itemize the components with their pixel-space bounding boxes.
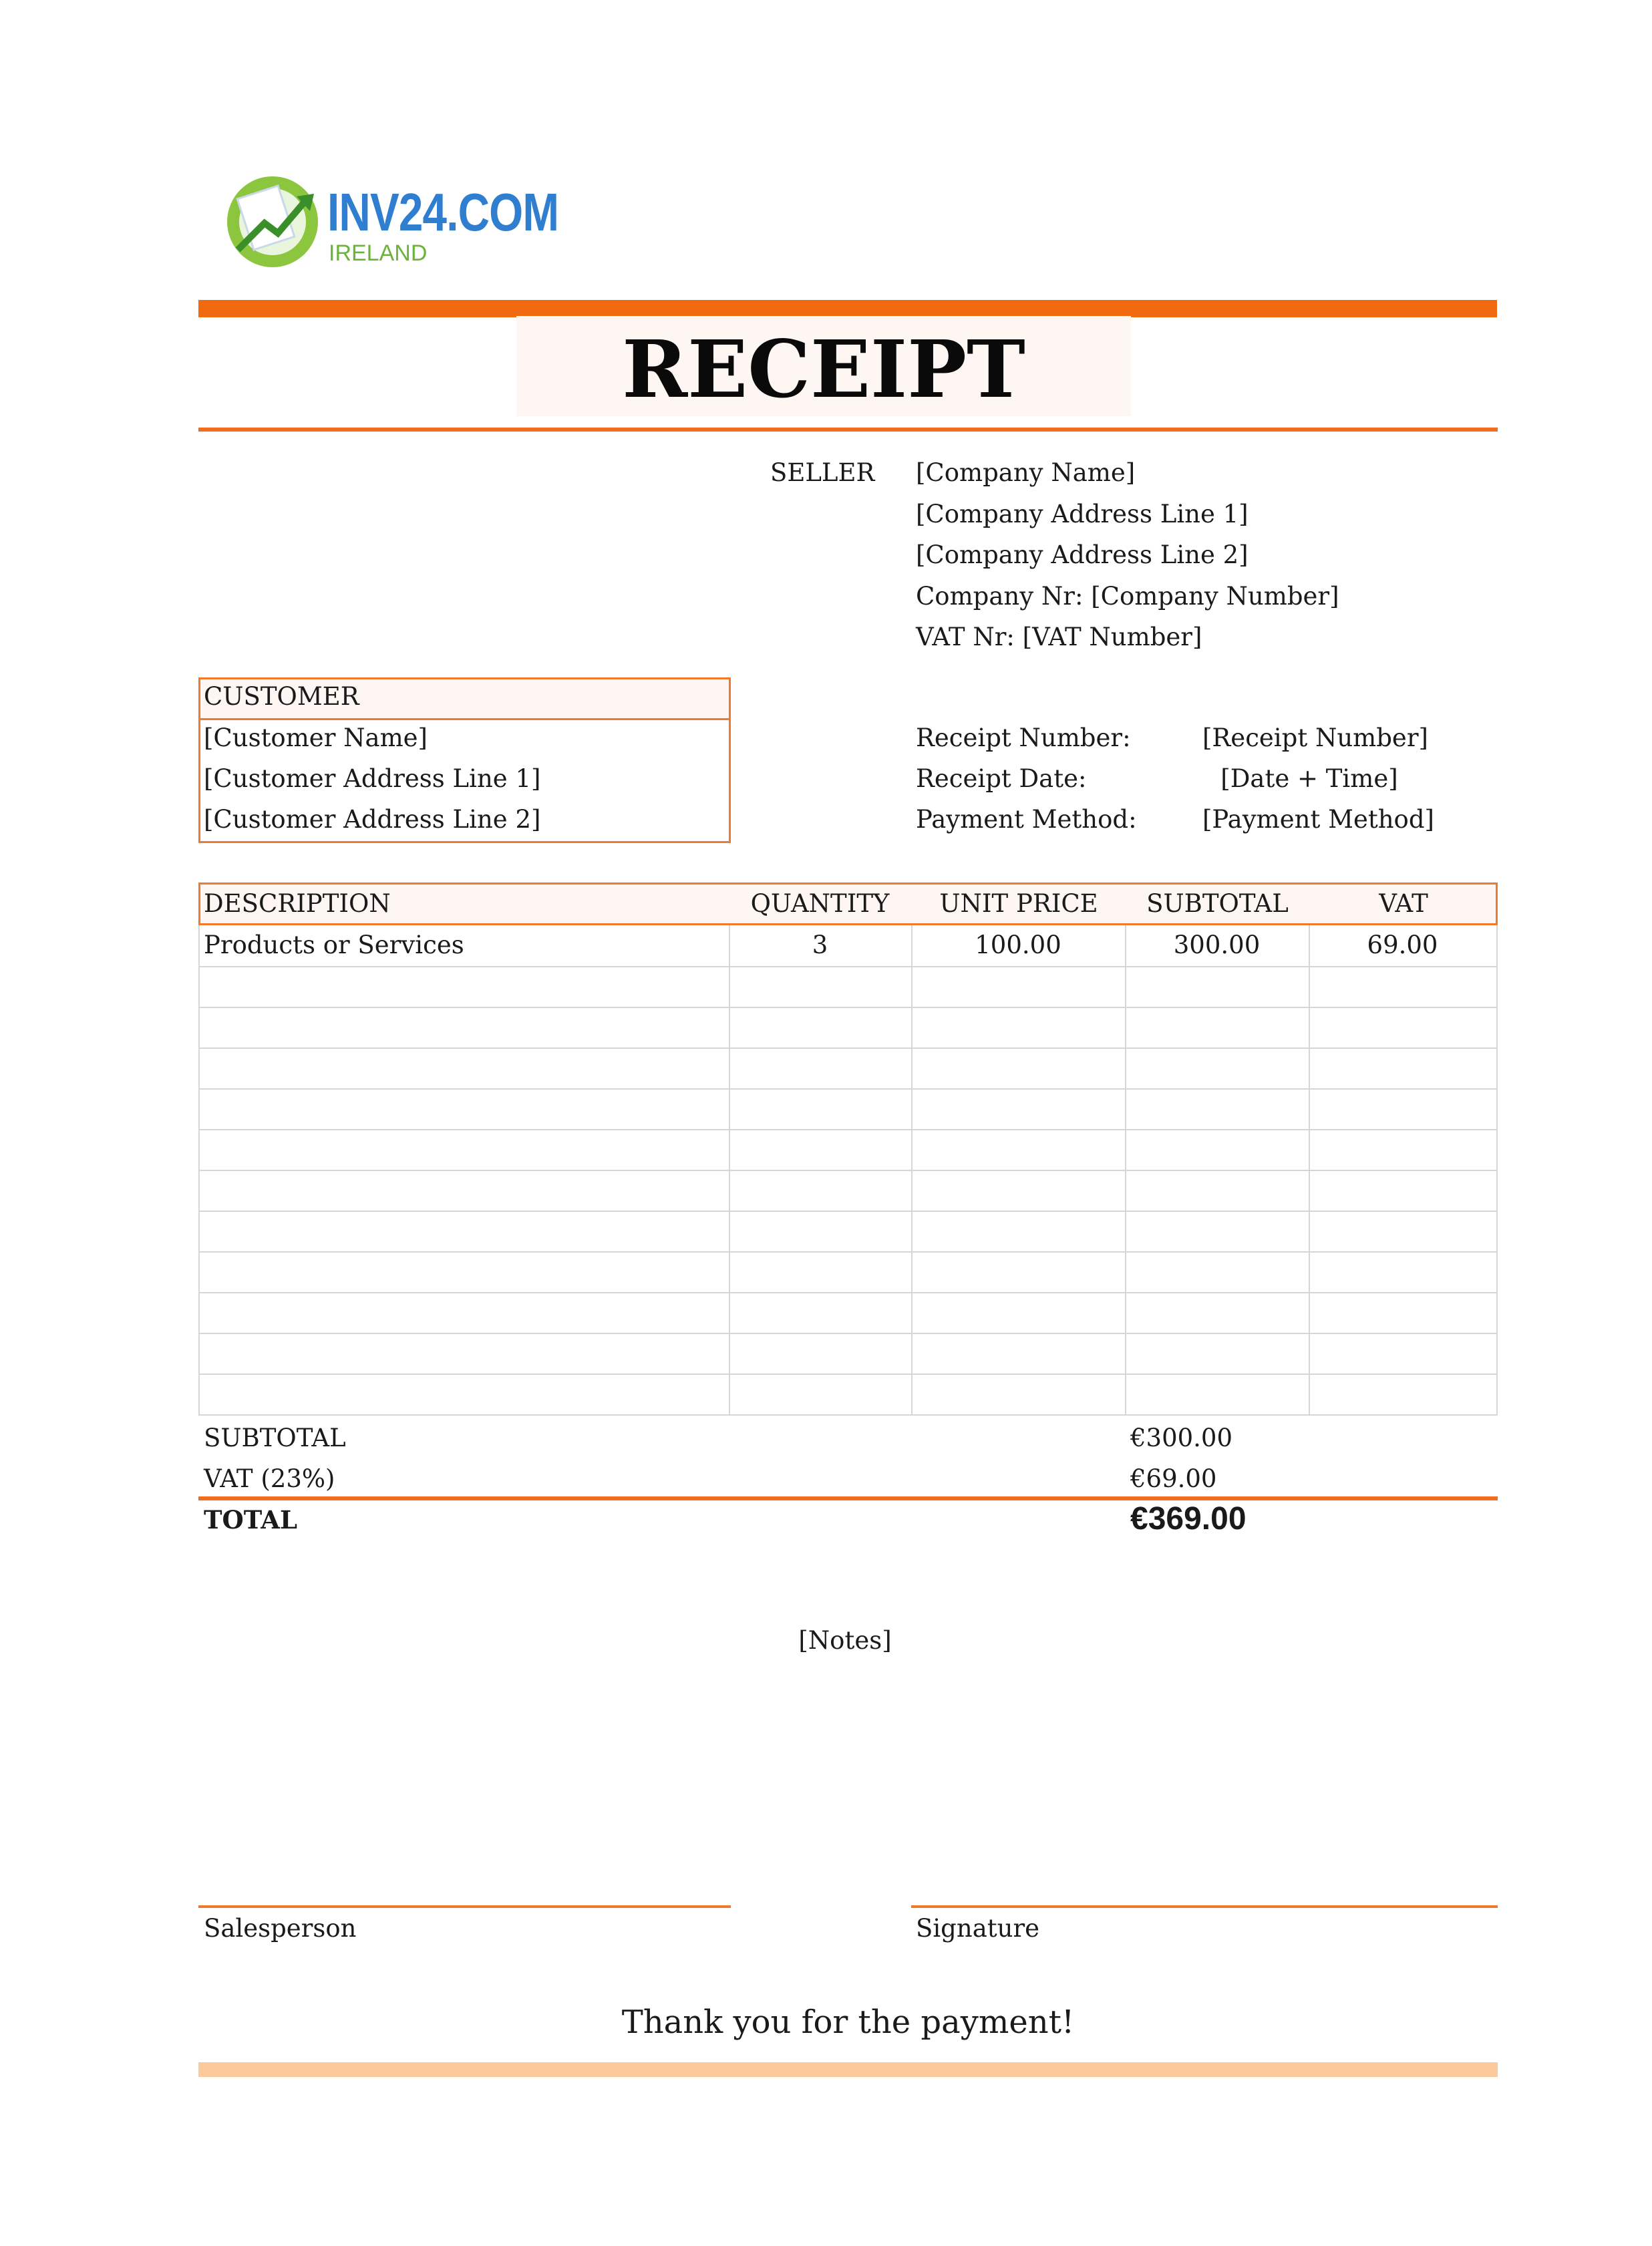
header-vat: VAT (1379, 889, 1428, 918)
customer-name: [Customer Name] (204, 724, 428, 752)
logo-brand: INV24.COM (327, 182, 559, 242)
thank-you-message: Thank you for the payment! (621, 2003, 1075, 2041)
seller-company-number: Company Nr: [Company Number] (916, 582, 1339, 611)
subtotal-label: SUBTOTAL (204, 1424, 346, 1452)
title-divider (198, 428, 1498, 432)
payment-method-label: Payment Method: (916, 805, 1137, 834)
bottom-accent-bar (198, 2062, 1498, 2077)
header-quantity: QUANTITY (750, 889, 890, 918)
row-1-description: Products or Services (204, 931, 464, 959)
top-accent-bar (198, 300, 1497, 317)
customer-address-1: [Customer Address Line 1] (204, 764, 541, 793)
seller-label: SELLER (770, 458, 875, 487)
receipt-date-value: [Date + Time] (1220, 764, 1398, 793)
customer-address-2: [Customer Address Line 2] (204, 805, 541, 834)
notes: [Notes] (798, 1626, 892, 1655)
seller-vat-number: VAT Nr: [VAT Number] (916, 623, 1202, 651)
header-subtotal: SUBTOTAL (1146, 889, 1289, 918)
salesperson-line (198, 1905, 731, 1908)
signature-line (911, 1905, 1498, 1908)
vat-value: €69.00 (1130, 1464, 1217, 1493)
vat-label: VAT (23%) (204, 1464, 335, 1493)
subtotal-value: €300.00 (1130, 1424, 1233, 1452)
row-1-unit-price: 100.00 (975, 931, 1061, 959)
total-divider (198, 1496, 1498, 1500)
logo-country: IRELAND (329, 240, 428, 266)
seller-address-1: [Company Address Line 1] (916, 500, 1249, 528)
page-title: RECEIPT (622, 323, 1025, 416)
header-unit-price: UNIT PRICE (939, 889, 1098, 918)
salesperson-label: Salesperson (204, 1914, 357, 1943)
payment-method-value: [Payment Method] (1202, 805, 1434, 834)
row-1-quantity: 3 (812, 931, 828, 959)
total-value: €369.00 (1130, 1501, 1247, 1537)
seller-address-2: [Company Address Line 2] (916, 540, 1249, 569)
row-1-subtotal: 300.00 (1173, 931, 1261, 959)
receipt-date-label: Receipt Date: (916, 764, 1087, 793)
signature-label: Signature (916, 1914, 1040, 1943)
row-1-vat: 69.00 (1367, 931, 1438, 959)
header-description: DESCRIPTION (204, 889, 391, 918)
total-label: TOTAL (204, 1505, 297, 1535)
receipt-number-value: [Receipt Number] (1202, 724, 1428, 752)
receipt-number-label: Receipt Number: (916, 724, 1131, 752)
customer-label: CUSTOMER (204, 682, 359, 711)
seller-company-name: [Company Name] (916, 458, 1136, 487)
